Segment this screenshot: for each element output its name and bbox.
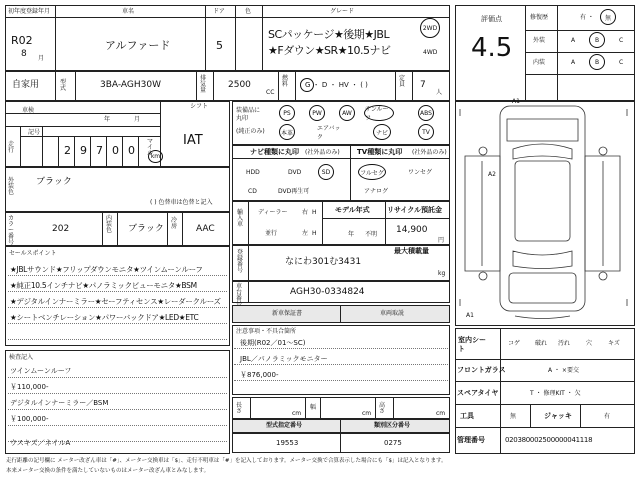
cool-value: AAC bbox=[196, 224, 215, 234]
year-label: 年 bbox=[104, 116, 111, 123]
specify-type-value: 19553 bbox=[276, 439, 299, 447]
km-circle: km bbox=[148, 150, 163, 163]
specify-type-label: 型式指定番号 bbox=[266, 422, 303, 429]
import-handle-l: H bbox=[312, 230, 317, 237]
navi-label: ナビ種類に丸印 bbox=[250, 148, 299, 156]
max-load-unit: kg bbox=[438, 270, 446, 277]
inspection-label: 検査記入 bbox=[9, 354, 34, 361]
import-right: 右 bbox=[302, 209, 309, 216]
odo-digit-1: 2 bbox=[64, 144, 71, 157]
repair-none-circle: 無 bbox=[600, 9, 616, 25]
sales-box bbox=[5, 246, 230, 346]
repair-options: 有 ・ bbox=[580, 14, 594, 21]
car-inspect-label: 車検 bbox=[22, 107, 35, 114]
tv-analog: アナログ bbox=[364, 188, 389, 195]
glass-value: A ・ ×要交 bbox=[548, 367, 579, 374]
exterior-b-circle: B bbox=[589, 32, 605, 48]
exterior-a: A bbox=[571, 37, 576, 44]
fuel-options: G ・ D ・ HV ・ ( ) bbox=[305, 81, 368, 89]
tool-label: 工具 bbox=[460, 412, 474, 420]
repair-label: 修復歴 bbox=[530, 14, 549, 21]
inspect-item-4: ￥100,000- bbox=[10, 415, 49, 423]
equip-airbag: エアバック bbox=[317, 125, 341, 141]
first-reg-month: 8 bbox=[21, 49, 27, 59]
notes-item-3: ￥876,000- bbox=[240, 371, 279, 379]
grade-line2: ★Fダウン★SR★10.5ナビ bbox=[268, 44, 391, 57]
seat-item-2: 破れ bbox=[535, 340, 548, 347]
glass-label: フロントガラス bbox=[457, 366, 506, 374]
import-label: 輸入車 bbox=[237, 209, 244, 228]
color-code-value: 202 bbox=[52, 224, 70, 234]
model-year-label: モデル年式 bbox=[335, 206, 370, 214]
cool-label: 冷房 bbox=[171, 217, 178, 230]
exterior-label: 外装 bbox=[533, 37, 546, 44]
equip-abs: ABS bbox=[418, 105, 434, 121]
warranty-new: 新車保証書 bbox=[272, 310, 303, 317]
equip-sub: (純正のみ) bbox=[236, 128, 265, 135]
inspect-item-1: ツインムーンルーフ bbox=[10, 367, 72, 375]
equip-pw: PW bbox=[309, 105, 325, 121]
specify-class-value: 0275 bbox=[384, 439, 402, 447]
equip-sunroof: サンルーフ bbox=[364, 105, 394, 121]
chassis-value: AGH30-0334824 bbox=[290, 287, 365, 297]
seat-item-4: 穴 bbox=[586, 340, 593, 347]
sales-line-3: ★デジタルインナーミラー★セーフティセンス★レーダークルーズ bbox=[10, 297, 221, 306]
model-year-year: 年 bbox=[348, 231, 355, 238]
grade-label: グレード bbox=[330, 8, 355, 15]
interior-label: 内装 bbox=[533, 59, 546, 66]
damage-mark-front: A1 bbox=[512, 98, 520, 105]
tv-sub: (社外品のみ) bbox=[412, 149, 447, 156]
navi-sd-circle: SD bbox=[318, 164, 334, 180]
interior-b-circle: B bbox=[589, 54, 605, 70]
dim-width: 幅 bbox=[310, 404, 317, 411]
specify-values bbox=[232, 433, 450, 453]
import-dealer: ディーラー bbox=[258, 209, 288, 216]
navi-dvd: DVD bbox=[288, 169, 302, 176]
specify-header bbox=[232, 419, 450, 433]
shift-value: IAT bbox=[183, 133, 203, 148]
import-parallel: 並行 bbox=[265, 230, 278, 237]
odo-digit-5: 0 bbox=[128, 144, 135, 157]
cap-unit: 人 bbox=[436, 89, 443, 96]
record-label: 記号 bbox=[28, 129, 41, 136]
notes-item-2: JBL／パノラミックモニター bbox=[240, 355, 328, 363]
max-load-label: 最大積載量 bbox=[394, 247, 429, 255]
door-value: 5 bbox=[216, 39, 223, 52]
sales-label: セールスポイント bbox=[9, 250, 57, 257]
sales-line-4: ★シートベンチレーション★パワーバックドア★LED★ETC bbox=[10, 313, 199, 322]
car-diagram bbox=[455, 98, 635, 326]
spare-label: スペアタイヤ bbox=[457, 389, 499, 397]
warranty-box bbox=[232, 305, 450, 323]
sales-line-2: ★純正10.5インチナビ★パノラミックビューモニタ★BSM bbox=[10, 281, 197, 290]
tv-label: TV種類に丸印 bbox=[357, 148, 403, 156]
seat-item-1: コゲ bbox=[508, 340, 521, 347]
model-year-unknown: 不明 bbox=[365, 231, 378, 238]
odo-digit-2: 9 bbox=[80, 144, 87, 157]
cap-label: 定員 bbox=[399, 75, 406, 88]
dims-box bbox=[232, 397, 450, 419]
running-label: 走行 bbox=[8, 141, 15, 154]
odo-digit-4: 0 bbox=[112, 144, 119, 157]
dim-width-unit: cm bbox=[362, 410, 372, 417]
recycle-value: 14,900 bbox=[396, 225, 428, 235]
reg-label: 登録番号 bbox=[237, 249, 244, 274]
mile-label: マイル bbox=[147, 138, 154, 157]
odo-digit-3: 7 bbox=[96, 144, 103, 157]
chassis-label: 車台番 bbox=[236, 283, 243, 302]
import-handle-r: H bbox=[312, 209, 317, 216]
dim-height: 高さ bbox=[379, 402, 386, 415]
mgmt-value: 020380002500000041118 bbox=[505, 436, 593, 444]
inspect-item-3: デジタルインナーミラー／BSM bbox=[10, 399, 109, 407]
specify-class-label: 類別区分番号 bbox=[374, 422, 411, 429]
tool-value: 無 bbox=[510, 413, 517, 420]
shift-label: シフト bbox=[190, 103, 209, 110]
month-label: 月 bbox=[134, 116, 141, 123]
footer-line-1: 走行距離の記号欄に メーター改ざん車は「#」、メーター交換車は「$」、走行不明車は「#」を記入しております。メーター交換で合算表示した場合にも「$」は記入となります。 bbox=[6, 458, 447, 464]
exterior-c: C bbox=[619, 37, 624, 44]
notes-item-1: 後期(R02／01～SC) bbox=[240, 339, 306, 347]
use-value: 自家用 bbox=[12, 80, 40, 90]
inspect-item-2: ￥110,000- bbox=[10, 383, 49, 391]
reg-value: なにわ301む3431 bbox=[285, 257, 362, 267]
recycle-unit: 円 bbox=[438, 237, 445, 244]
equip-tv: TV bbox=[418, 124, 434, 140]
car-name: アルファード bbox=[105, 39, 171, 52]
footer-line-2: 本来メーター交換の条件を満たしていないものはメーター改ざん車とみなします。 bbox=[6, 468, 210, 474]
seat-item-5: キズ bbox=[608, 340, 620, 347]
import-left: 左 bbox=[302, 230, 309, 237]
mgmt-label: 管理番号 bbox=[457, 436, 485, 444]
cap-value: 7 bbox=[420, 80, 426, 90]
fuel-label: 燃料 bbox=[282, 75, 289, 88]
first-reg-era: R02 bbox=[11, 34, 33, 47]
sales-line-1: ★JBLサウンド★フリップダウンモニタ★ツインムーンルーフ bbox=[10, 265, 203, 274]
drive-4wd: 4WD bbox=[423, 49, 438, 56]
seat-item-3: 汚れ bbox=[558, 340, 571, 347]
score-label: 評価点 bbox=[481, 15, 502, 23]
navi-hdd: HDD bbox=[246, 169, 260, 176]
navi-cd: CD bbox=[248, 188, 257, 195]
jack-value: 有 bbox=[604, 413, 611, 420]
disp-unit: CC bbox=[266, 89, 275, 96]
notes-label: 注意事項・不具合箇所 bbox=[236, 328, 297, 335]
interior-color-label: 内装色 bbox=[106, 215, 113, 234]
interior-a: A bbox=[571, 59, 576, 66]
warranty-manual: 車両取説 bbox=[380, 310, 405, 317]
dim-height-unit: cm bbox=[436, 410, 446, 417]
ext-color-value: ブラック bbox=[36, 177, 72, 187]
jack-label: ジャッキ bbox=[544, 412, 572, 420]
ext-color-label: 外装色 bbox=[8, 177, 15, 196]
equip-label: 装備品に丸印 bbox=[236, 107, 261, 122]
interior-c: C bbox=[619, 59, 624, 66]
grade-line1: SCパッケージ★後期★JBL bbox=[268, 28, 390, 41]
damage-mark-rear: A1 bbox=[466, 312, 474, 319]
disp-label: 排気量 bbox=[200, 75, 207, 94]
seat-label: 室内シート bbox=[458, 336, 486, 353]
ext-color-note: ( ) 色替車は色替と記入 bbox=[150, 199, 213, 206]
recycle-label: リサイクル預託金 bbox=[387, 206, 443, 214]
tv-oneseg: ワンセグ bbox=[408, 169, 433, 176]
door-label: ドア bbox=[213, 8, 225, 15]
name-label: 車名 bbox=[122, 8, 135, 15]
interior-color-value: ブラック bbox=[128, 224, 164, 234]
navi-sub: (社外品のみ) bbox=[305, 149, 340, 156]
navi-dvdplay: DVD再生可 bbox=[278, 188, 310, 195]
color-code-label: カラー番号 bbox=[8, 215, 15, 246]
damage-mark-side: A2 bbox=[488, 171, 496, 178]
spare-value: T ・ 修理KIT ・ 欠 bbox=[530, 390, 581, 397]
score-value: 4.5 bbox=[471, 33, 513, 63]
type-label: 型式 bbox=[60, 79, 67, 92]
disp-value: 2500 bbox=[228, 80, 251, 90]
color-label: 色 bbox=[245, 8, 252, 15]
equip-ps: PS bbox=[279, 105, 295, 121]
type-value: 3BA-AGH30W bbox=[100, 80, 162, 90]
tv-fullseg-circle: フルセグ bbox=[358, 164, 386, 180]
equip-navi: ナビ bbox=[373, 124, 391, 140]
equip-aw: AW bbox=[339, 105, 355, 121]
dim-length-unit: cm bbox=[292, 410, 302, 417]
dim-length: 長さ bbox=[236, 402, 243, 415]
month-suffix: 月 bbox=[38, 55, 45, 62]
first-reg-label: 初年度登録年月 bbox=[8, 8, 51, 15]
drive-2wd-circle: 2WD bbox=[420, 18, 440, 38]
inspect-item-5: ウスキズ／ネイルA bbox=[10, 439, 71, 447]
equip-leather: 本革 bbox=[279, 124, 295, 140]
